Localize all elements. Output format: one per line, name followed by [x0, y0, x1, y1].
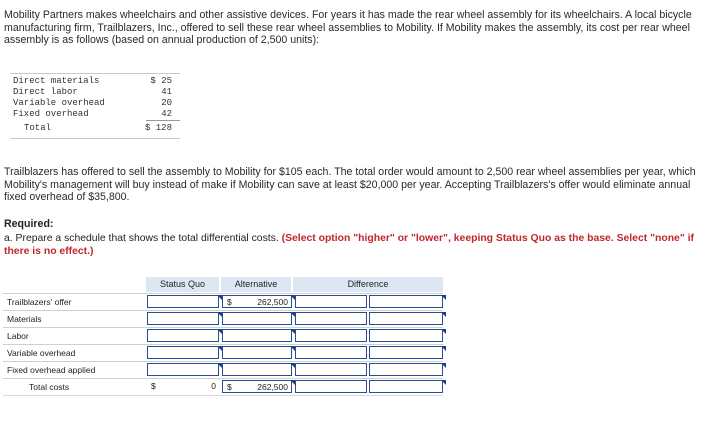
- cost-total-value: $ 128: [144, 123, 172, 133]
- schedule-row-labor: [3, 327, 443, 344]
- differential-schedule: [3, 277, 443, 396]
- row-label: Materials: [7, 314, 42, 324]
- cost-value: 42: [161, 109, 172, 119]
- dropdown-flag-icon: [441, 312, 446, 317]
- dollar-sign: $: [227, 297, 232, 307]
- header-alternative: Alternative: [221, 277, 291, 292]
- schedule-row-total: [3, 378, 443, 395]
- total-label: Total costs: [29, 382, 70, 392]
- cost-total-row: [10, 123, 180, 134]
- schedule-row-offer: [3, 293, 443, 310]
- alternative-input[interactable]: [222, 329, 292, 342]
- offer-paragraph: Trailblazers has offered to sell the assembly to Mobility for $105 each. The total order would amount to 2,500 rear wheel assemblies per year, which Mobility's management will buy instead of make if Mobility can save at least $20,000 per year. Accepting Trailblazers's offer would eliminate annual fixed overhead of $35,800.: [4, 166, 696, 204]
- alternative-input[interactable]: [222, 312, 292, 325]
- row-label: Trailblazers' offer: [7, 297, 72, 307]
- alternative-input[interactable]: [222, 363, 292, 376]
- difference-amount-input[interactable]: [295, 363, 367, 376]
- cost-value: $ 25: [150, 76, 172, 86]
- header-status-quo: Status Quo: [146, 277, 219, 292]
- cost-total-label: Total: [24, 123, 52, 133]
- difference-select[interactable]: [369, 346, 443, 359]
- cost-row: [10, 98, 180, 109]
- alternative-value: [222, 295, 292, 308]
- status-quo-input[interactable]: [147, 295, 219, 308]
- difference-amount-input[interactable]: [295, 329, 367, 342]
- total-rule: [146, 120, 180, 121]
- difference-select[interactable]: [369, 329, 443, 342]
- required-text: a. Prepare a schedule that shows the total differential costs.: [4, 233, 279, 244]
- cost-label: Fixed overhead: [13, 109, 89, 119]
- difference-amount-input[interactable]: [295, 295, 367, 308]
- amount: 262,500: [257, 382, 288, 392]
- schedule-row-fixed-overhead: [3, 361, 443, 378]
- row-label: Variable overhead: [7, 348, 76, 358]
- cost-label: Variable overhead: [13, 98, 105, 108]
- header-difference: Difference: [293, 277, 443, 292]
- intro-paragraph: Mobility Partners makes wheelchairs and other assistive devices. For years it has made the rear wheel assembly for its wheelchairs. A local bicycle manufacturing firm, Trailblazers, Inc., offered to sell these rear wheel assemblies to Mobility. If Mobility makes the assembly, its cost per rear wheel assembly is as follows (based on annual production of 2,500 units):: [4, 9, 692, 47]
- status-quo-input[interactable]: [147, 346, 219, 359]
- schedule-row-materials: [3, 310, 443, 327]
- difference-amount-input[interactable]: [295, 312, 367, 325]
- cost-value: 20: [161, 98, 172, 108]
- dropdown-flag-icon: [441, 380, 446, 385]
- cost-label: Direct labor: [13, 87, 78, 97]
- cost-row: [10, 109, 180, 120]
- alternative-total: [222, 380, 292, 393]
- status-quo-input[interactable]: [147, 312, 219, 325]
- dropdown-flag-icon: [441, 346, 446, 351]
- header-blank: [3, 277, 144, 292]
- dropdown-flag-icon: [441, 363, 446, 368]
- amount: 262,500: [257, 297, 288, 307]
- difference-total-input[interactable]: [295, 380, 367, 393]
- bottom-rule: [3, 395, 443, 396]
- required-note: (Select option "higher" or "lower", keeping Status Quo as the base. Select "none" if there is no effect.): [4, 233, 694, 257]
- row-label: Fixed overhead applied: [7, 365, 96, 375]
- difference-select[interactable]: [369, 312, 443, 325]
- status-quo-total: [147, 380, 219, 393]
- difference-amount-input[interactable]: [295, 346, 367, 359]
- dollar-sign: $: [227, 382, 232, 392]
- schedule-row-variable-overhead: [3, 344, 443, 361]
- cost-value: 41: [161, 87, 172, 97]
- status-quo-input[interactable]: [147, 363, 219, 376]
- dropdown-flag-icon: [441, 329, 446, 334]
- required-instructions: [4, 232, 708, 258]
- dropdown-flag-icon: [441, 295, 446, 300]
- cost-row: [10, 87, 180, 98]
- difference-select[interactable]: [369, 295, 443, 308]
- alternative-input[interactable]: [222, 346, 292, 359]
- cost-label: Direct materials: [13, 76, 100, 86]
- amount: 0: [211, 381, 216, 391]
- difference-select[interactable]: [369, 363, 443, 376]
- required-label: Required:: [4, 218, 54, 230]
- unit-cost-table: [10, 73, 180, 139]
- difference-total-select[interactable]: [369, 380, 443, 393]
- status-quo-input[interactable]: [147, 329, 219, 342]
- cost-row: [10, 76, 180, 87]
- dollar-sign: $: [151, 381, 156, 391]
- row-label: Labor: [7, 331, 29, 341]
